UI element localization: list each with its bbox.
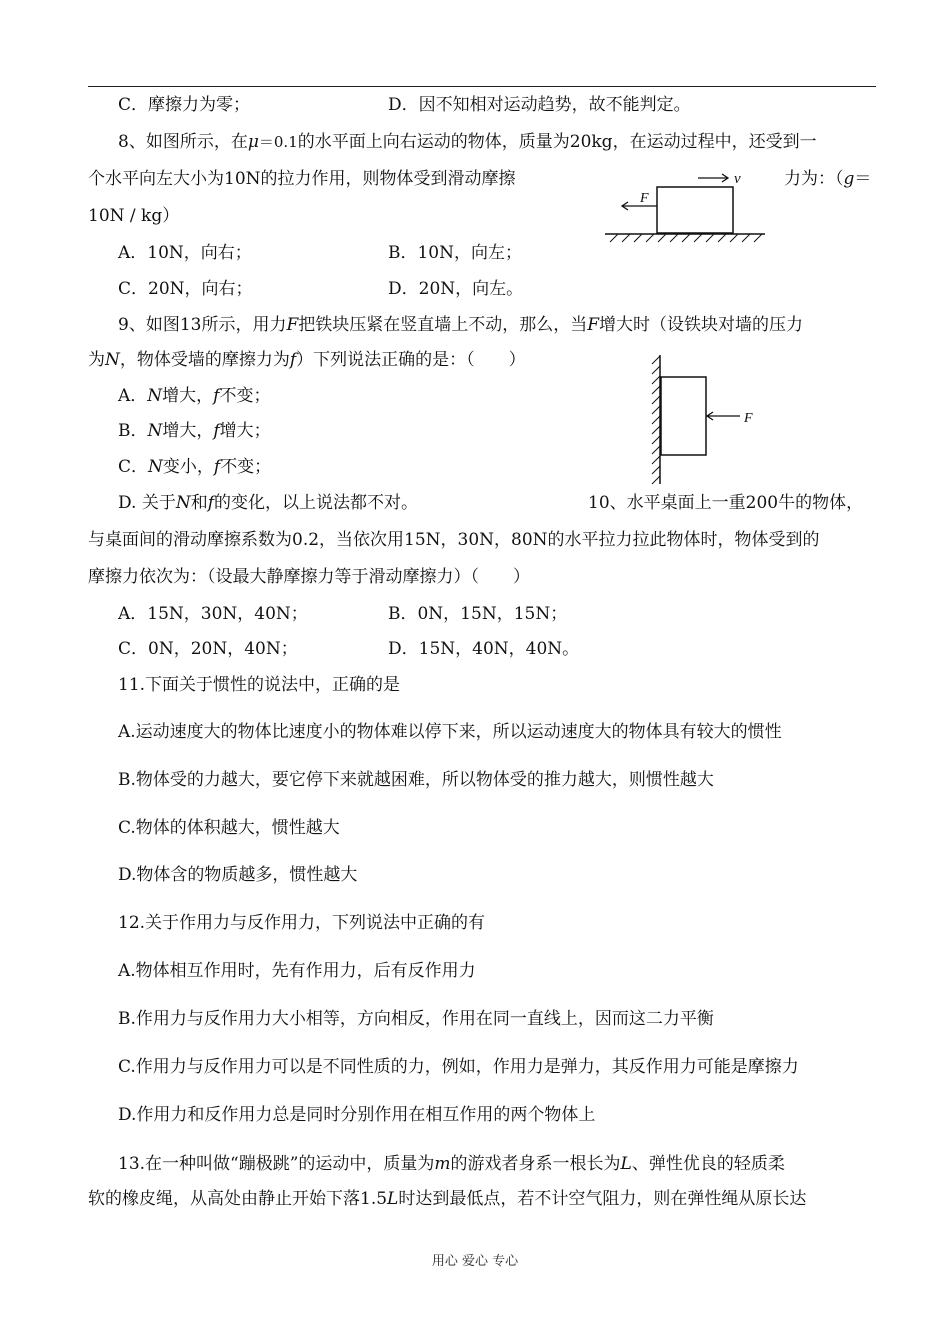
page-footer: 用心 爱心 专心	[431, 1254, 519, 1269]
q7-option-c: C．摩擦力为零；	[118, 95, 251, 115]
q8-option-a: A．10N，向右；	[118, 243, 252, 263]
block	[657, 187, 733, 233]
q9-option-d: D. 关于N和f的变化，以上说法都不对。	[118, 493, 419, 513]
q11-option-d: D.物体含的物质越多，惯性越大	[118, 865, 358, 885]
q7-option-d: D．因不知相对运动趋势，故不能判定。	[388, 95, 691, 115]
q12-stem: 12.关于作用力与反作用力，下列说法中正确的有	[118, 913, 486, 933]
q9-stem-line1: 9、如图13所示，用力F把铁块压紧在竖直墙上不动，那么，当F增大时（设铁块对墙的压力	[118, 315, 804, 335]
q9-option-b: B．N增大，f增大；	[118, 421, 271, 441]
q8-option-b: B．10N，向左；	[388, 243, 522, 263]
q12-option-a: A.物体相互作用时，先有作用力，后有反作用力	[118, 961, 476, 981]
velocity-arrow	[698, 174, 728, 182]
ground-hatching	[610, 234, 762, 242]
q9-option-c: C．N变小，f不变；	[118, 457, 272, 477]
q10-option-b: B．0N，15N，15N；	[388, 604, 568, 624]
q8-stem-line3: 10N / kg）	[88, 206, 180, 226]
q8-option-c: C．20N，向右；	[118, 279, 253, 299]
q8-stem-line1: 8、如图所示，在μ＝0.1的水平面上向右运动的物体，质量为20kg，在运动过程中，还受到一	[118, 132, 817, 152]
q8-figure	[600, 165, 775, 245]
q13-stem-line1: 13.在一种叫做“蹦极跳”的运动中，质量为m的游戏者身系一根长为L、弹性优良的轻质柔	[118, 1154, 785, 1174]
press-force-arrow	[707, 412, 740, 420]
wall-hatching	[652, 356, 660, 484]
q10-option-d: D．15N，40N，40N。	[388, 639, 580, 659]
q11-option-b: B.物体受的力越大，要它停下来就越困难，所以物体受的推力越大，则惯性越大	[118, 770, 714, 790]
q10-option-a: A．15N，30N，40N；	[118, 604, 308, 624]
q12-option-b: B.作用力与反作用力大小相等，方向相反，作用在同一直线上，因而这二力平衡	[118, 1009, 714, 1029]
press-force-label: F	[744, 411, 753, 426]
iron-block	[661, 377, 706, 455]
velocity-label: v	[734, 171, 741, 187]
q11-stem: 11.下面关于惯性的说法中，正确的是	[118, 675, 401, 695]
q11-option-c: C.物体的体积越大，惯性越大	[118, 818, 340, 838]
q11-option-a: A.运动速度大的物体比速度小的物体难以停下来，所以运动速度大的物体具有较大的惯性	[118, 722, 782, 742]
q10-stem-line1: 10、水平桌面上一重200牛的物体，	[588, 493, 864, 513]
header-rule	[88, 86, 876, 87]
q10-stem-line3: 摩擦力依次为：（设最大静摩擦力等于滑动摩擦力）（ ）	[88, 567, 530, 587]
q10-option-c: C．0N，20N，40N；	[118, 639, 298, 659]
q12-option-d: D.作用力和反作用力总是同时分别作用在相互作用的两个物体上	[118, 1105, 596, 1125]
q8-stem-line2a: 个水平向左大小为10N的拉力作用，则物体受到滑动摩擦	[88, 169, 516, 189]
q10-stem-line2: 与桌面间的滑动摩擦系数为0.2，当依次用15N，30N，80N的水平拉力拉此物体时，物体受到的	[88, 530, 820, 550]
q8-option-d: D．20N，向左。	[388, 279, 524, 299]
q13-stem-line2: 软的橡皮绳，从高处由静止开始下落1.5L时达到最低点，若不计空气阻力，则在弹性绳从原长达	[88, 1189, 807, 1209]
q9-option-a: A．N增大，f不变；	[118, 386, 271, 406]
q9-stem-line2: 为N，物体受墙的摩擦力为f）下列说法正确的是：（ ）	[88, 350, 526, 370]
q12-option-c: C.作用力与反作用力可以是不同性质的力，例如，作用力是弹力，其反作用力可能是摩擦力	[118, 1057, 799, 1077]
q9-figure	[640, 352, 770, 487]
force-label: F	[640, 191, 649, 206]
mu-symbol: μ	[247, 132, 259, 152]
q8-stem-line2b: 力为：（g＝	[784, 169, 872, 189]
